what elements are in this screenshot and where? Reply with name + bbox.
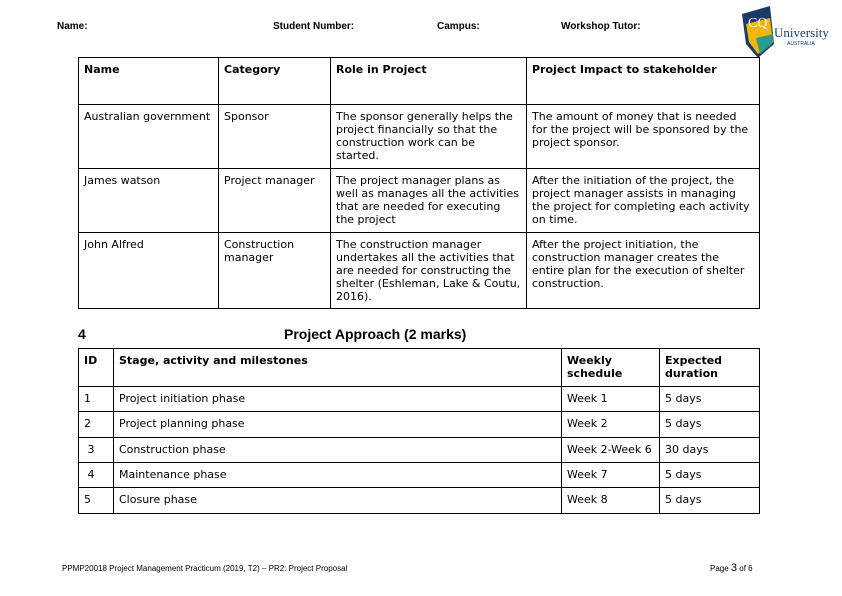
cell-stage: Construction phase (114, 438, 562, 463)
header-impact: Project Impact to stakeholder (527, 58, 760, 105)
cell-impact: After the project initiation, the construction manager creates the entire plan for the execution of shelter construction. (527, 233, 760, 309)
cell-schedule: Week 1 (562, 387, 660, 412)
cell-schedule: Week 2-Week 6 (562, 438, 660, 463)
cquniversity-logo (740, 4, 836, 60)
cell-id: 1 (79, 387, 114, 412)
logo-university-text: University (774, 25, 829, 40)
table-row (79, 233, 760, 309)
cell-impact: After the initiation of the project, the project manager assists in managing the project for completing each activity on time. (527, 169, 760, 233)
header-category: Category (219, 58, 331, 105)
footer-page (710, 562, 753, 574)
cell-impact: The amount of money that is needed for the project will be sponsored by the project sponsor. (527, 105, 760, 169)
header-role: Role in Project (331, 58, 527, 105)
cell-stage: Closure phase (114, 488, 562, 514)
cell-duration: 5 days (660, 412, 760, 438)
table-row (79, 488, 760, 514)
cell-name: James watson (79, 169, 219, 233)
logo-australia-text: AUSTRALIA (787, 41, 815, 47)
cell-duration: 30 days (660, 438, 760, 463)
name-label: Name: (57, 21, 88, 32)
cell-name: Australian government (79, 105, 219, 169)
logo-cq-text: CQ (748, 16, 768, 31)
cell-role: The sponsor generally helps the project financially so that the construction work can be started. (331, 105, 527, 169)
header-name: Name (79, 58, 219, 105)
cell-category: Project manager (219, 169, 331, 233)
table-row (79, 387, 760, 412)
footer-course: PPMP20018 Project Management Practicum (2019, T2) – PR2: Project Proposal (62, 564, 348, 573)
approach-header-row (79, 349, 760, 387)
section-number: 4 (78, 326, 86, 342)
cell-category: Sponsor (219, 105, 331, 169)
header-duration: Expected duration (660, 349, 760, 387)
student-number-label: Student Number: (273, 21, 355, 32)
cell-schedule: Week 8 (562, 488, 660, 514)
page-number: 3 (730, 562, 738, 574)
cell-id: 3 (79, 438, 114, 463)
cell-name: John Alfred (79, 233, 219, 309)
page-suffix: of 6 (737, 564, 753, 573)
stakeholder-table (78, 57, 760, 309)
cell-schedule: Week 7 (562, 463, 660, 488)
project-approach-table (78, 348, 760, 514)
cell-duration: 5 days (660, 463, 760, 488)
table-row (79, 412, 760, 438)
table-row (79, 105, 760, 169)
page-prefix: Page (710, 564, 731, 573)
header-stage: Stage, activity and milestones (114, 349, 562, 387)
cell-duration: 5 days (660, 387, 760, 412)
cell-stage: Project initiation phase (114, 387, 562, 412)
cell-id: 2 (79, 412, 114, 438)
stakeholder-header-row (79, 58, 760, 105)
cell-id: 4 (79, 463, 114, 488)
table-row (79, 169, 760, 233)
cell-id: 5 (79, 488, 114, 514)
header-id: ID (79, 349, 114, 387)
header-schedule: Weekly schedule (562, 349, 660, 387)
cell-stage: Maintenance phase (114, 463, 562, 488)
cell-duration: 5 days (660, 488, 760, 514)
section-title: Project Approach (2 marks) (284, 326, 467, 342)
cell-stage: Project planning phase (114, 412, 562, 438)
workshop-tutor-label: Workshop Tutor: (561, 21, 641, 32)
cell-role: The construction manager undertakes all the activities that are needed for constructing the shelter (Eshleman, Lake & Coutu, 2016). (331, 233, 527, 309)
table-row (79, 438, 760, 463)
cell-schedule: Week 2 (562, 412, 660, 438)
cell-category: Construction manager (219, 233, 331, 309)
table-row (79, 463, 760, 488)
campus-label: Campus: (437, 21, 480, 32)
cell-role: The project manager plans as well as manages all the activities that are needed for executing the project (331, 169, 527, 233)
